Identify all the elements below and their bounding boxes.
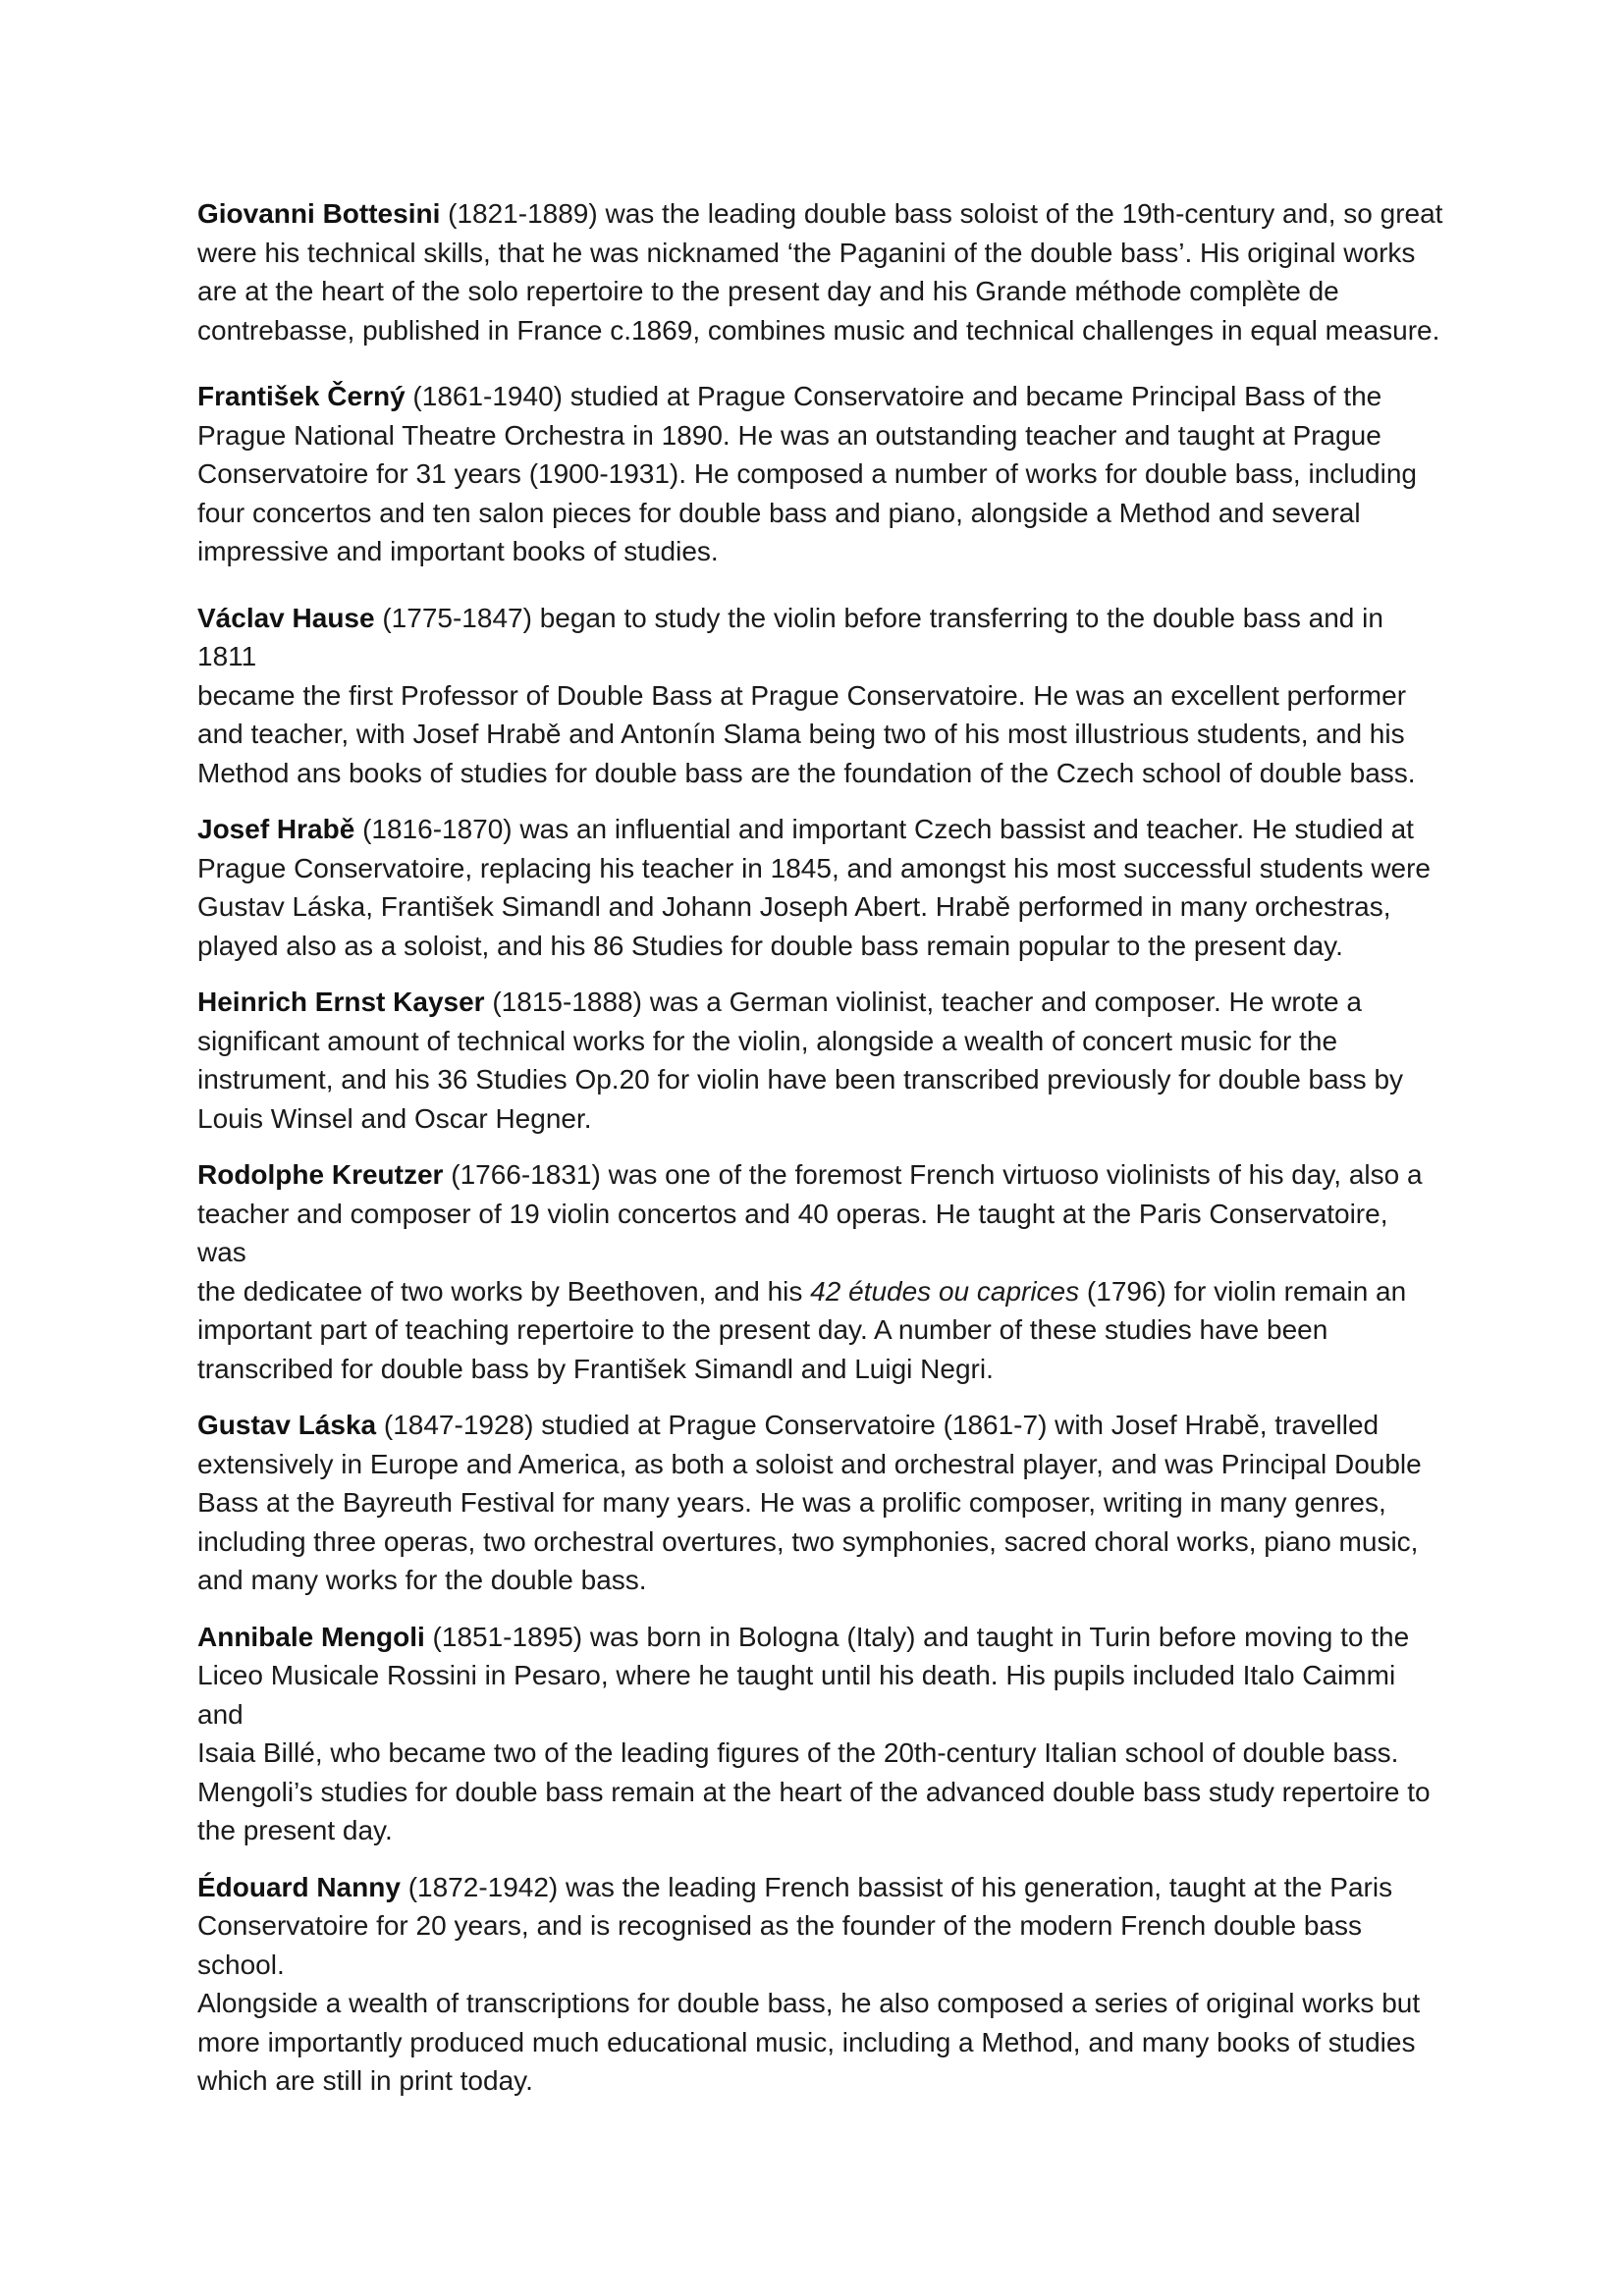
composer-name: Gustav Láska — [197, 1410, 377, 1440]
biography-text: (1821-1889) was the leading double bass soloist of the 19th-century and, so great were his technical skills, that he was nicknamed ‘the Paganini of the double bass’. His original works are at the heart of the solo repertoire to the present day and his Grande méthode complète de contrebasse, published in France c.1869, combines music and technical challenges in equal measure. — [197, 198, 1443, 346]
biography-text: (1775-1847) began to study the violin before transferring to the double bass and in 1811 became the first Professor of Double Bass at Prague Conservatoire. He was an excellent performer and teacher, with Josef Hrabě and Antonín Slama being two of his most illustrious students, and his Method ans books of studies for double bass are the foundation of the Czech school of double bass. — [197, 602, 1416, 788]
biography-cerny — [197, 377, 1444, 571]
biography-kayser — [197, 983, 1444, 1138]
biography-mengoli — [197, 1618, 1444, 1850]
composer-name: Václav Hause — [197, 602, 375, 633]
biography-text-end: (1796) for violin remain an important part of teaching repertoire to the present day. A number of these studies have been transcribed for double bass by František Simandl and Luigi Negri. — [197, 1275, 1407, 1384]
biography-text-start: (1766-1831) was one of the foremost French virtuoso violinists of his day, also a teacher and composer of 19 violin concertos and 40 operas. He taught at the Paris Conservatoire, was the dedicatee of two works by Beethoven, and his — [197, 1159, 1423, 1307]
biography-text: (1815-1888) was a German violinist, teacher and composer. He wrote a significant amount of technical works for the violin, alongside a wealth of concert music for the instrument, and his 36 Studies Op.20 for violin have been transcribed previously for double bass by Louis Winsel and Oscar Hegner. — [197, 987, 1404, 1134]
biography-hrabe — [197, 810, 1444, 965]
biography-bottesini — [197, 194, 1444, 349]
composer-name: Édouard Nanny — [197, 1871, 401, 1902]
biography-text: (1872-1942) was the leading French bassist of his generation, taught at the Paris Conservatoire for 20 years, and is recognised as the founder of the modern French double bass school. Alongside a wealth of transcriptions for double bass, he also composed a series of original works but more importantly produced much educational music, including a Method, and many books of studies which are still in print today. — [197, 1871, 1421, 2096]
composer-name: Rodolphe Kreutzer — [197, 1159, 444, 1190]
biography-text: (1816-1870) was an influential and important Czech bassist and teacher. He studied at Prague Conservatoire, replacing his teacher in 1845, and amongst his most successful students were Gustav Láska, František Simandl and Johann Joseph Abert. Hrabě performed in many orchestras, played also as a soloist, and his 86 Studies for double bass remain popular to the present day. — [197, 814, 1432, 961]
composer-name: Josef Hrabě — [197, 814, 355, 844]
biography-text: (1851-1895) was born in Bologna (Italy) and taught in Turin before moving to the Liceo Musicale Rossini in Pesaro, where he taught until his death. His pupils included Italo Caimmi and Isaia Billé, who became two of the leading figures of the 20th-century Italian school of double bass. Mengoli’s studies for double bass remain at the heart of the advanced double bass study repertoire to the present day. — [197, 1621, 1431, 1845]
composer-name: Heinrich Ernst Kayser — [197, 987, 485, 1017]
composer-name: František Černý — [197, 381, 406, 411]
composer-name: Giovanni Bottesini — [197, 198, 441, 229]
biography-text: (1847-1928) studied at Prague Conservatoire (1861-7) with Josef Hrabě, travelled extensively in Europe and America, as both a soloist and orchestral player, and was Principal Double Bass at the Bayreuth Festival for many years. He was a prolific composer, writing in many genres, including three operas, two orchestral overtures, two symphonies, sacred choral works, piano music, and many works for the double bass. — [197, 1410, 1422, 1595]
biography-laska — [197, 1406, 1444, 1600]
biography-nanny — [197, 1868, 1444, 2101]
biography-text: (1861-1940) studied at Prague Conservatoire and became Principal Bass of the Prague National Theatre Orchestra in 1890. He was an outstanding teacher and taught at Prague Conservatoire for 31 years (1900-1931). He composed a number of works for double bass, including four concertos and ten salon pieces for double bass and piano, alongside a Method and several impressive and important books of studies. — [197, 381, 1417, 566]
composer-name: Annibale Mengoli — [197, 1621, 425, 1652]
biography-list — [197, 194, 1444, 2118]
work-title: 42 études ou caprices — [810, 1275, 1080, 1307]
biography-kreutzer — [197, 1155, 1444, 1388]
biography-hause — [197, 599, 1444, 793]
